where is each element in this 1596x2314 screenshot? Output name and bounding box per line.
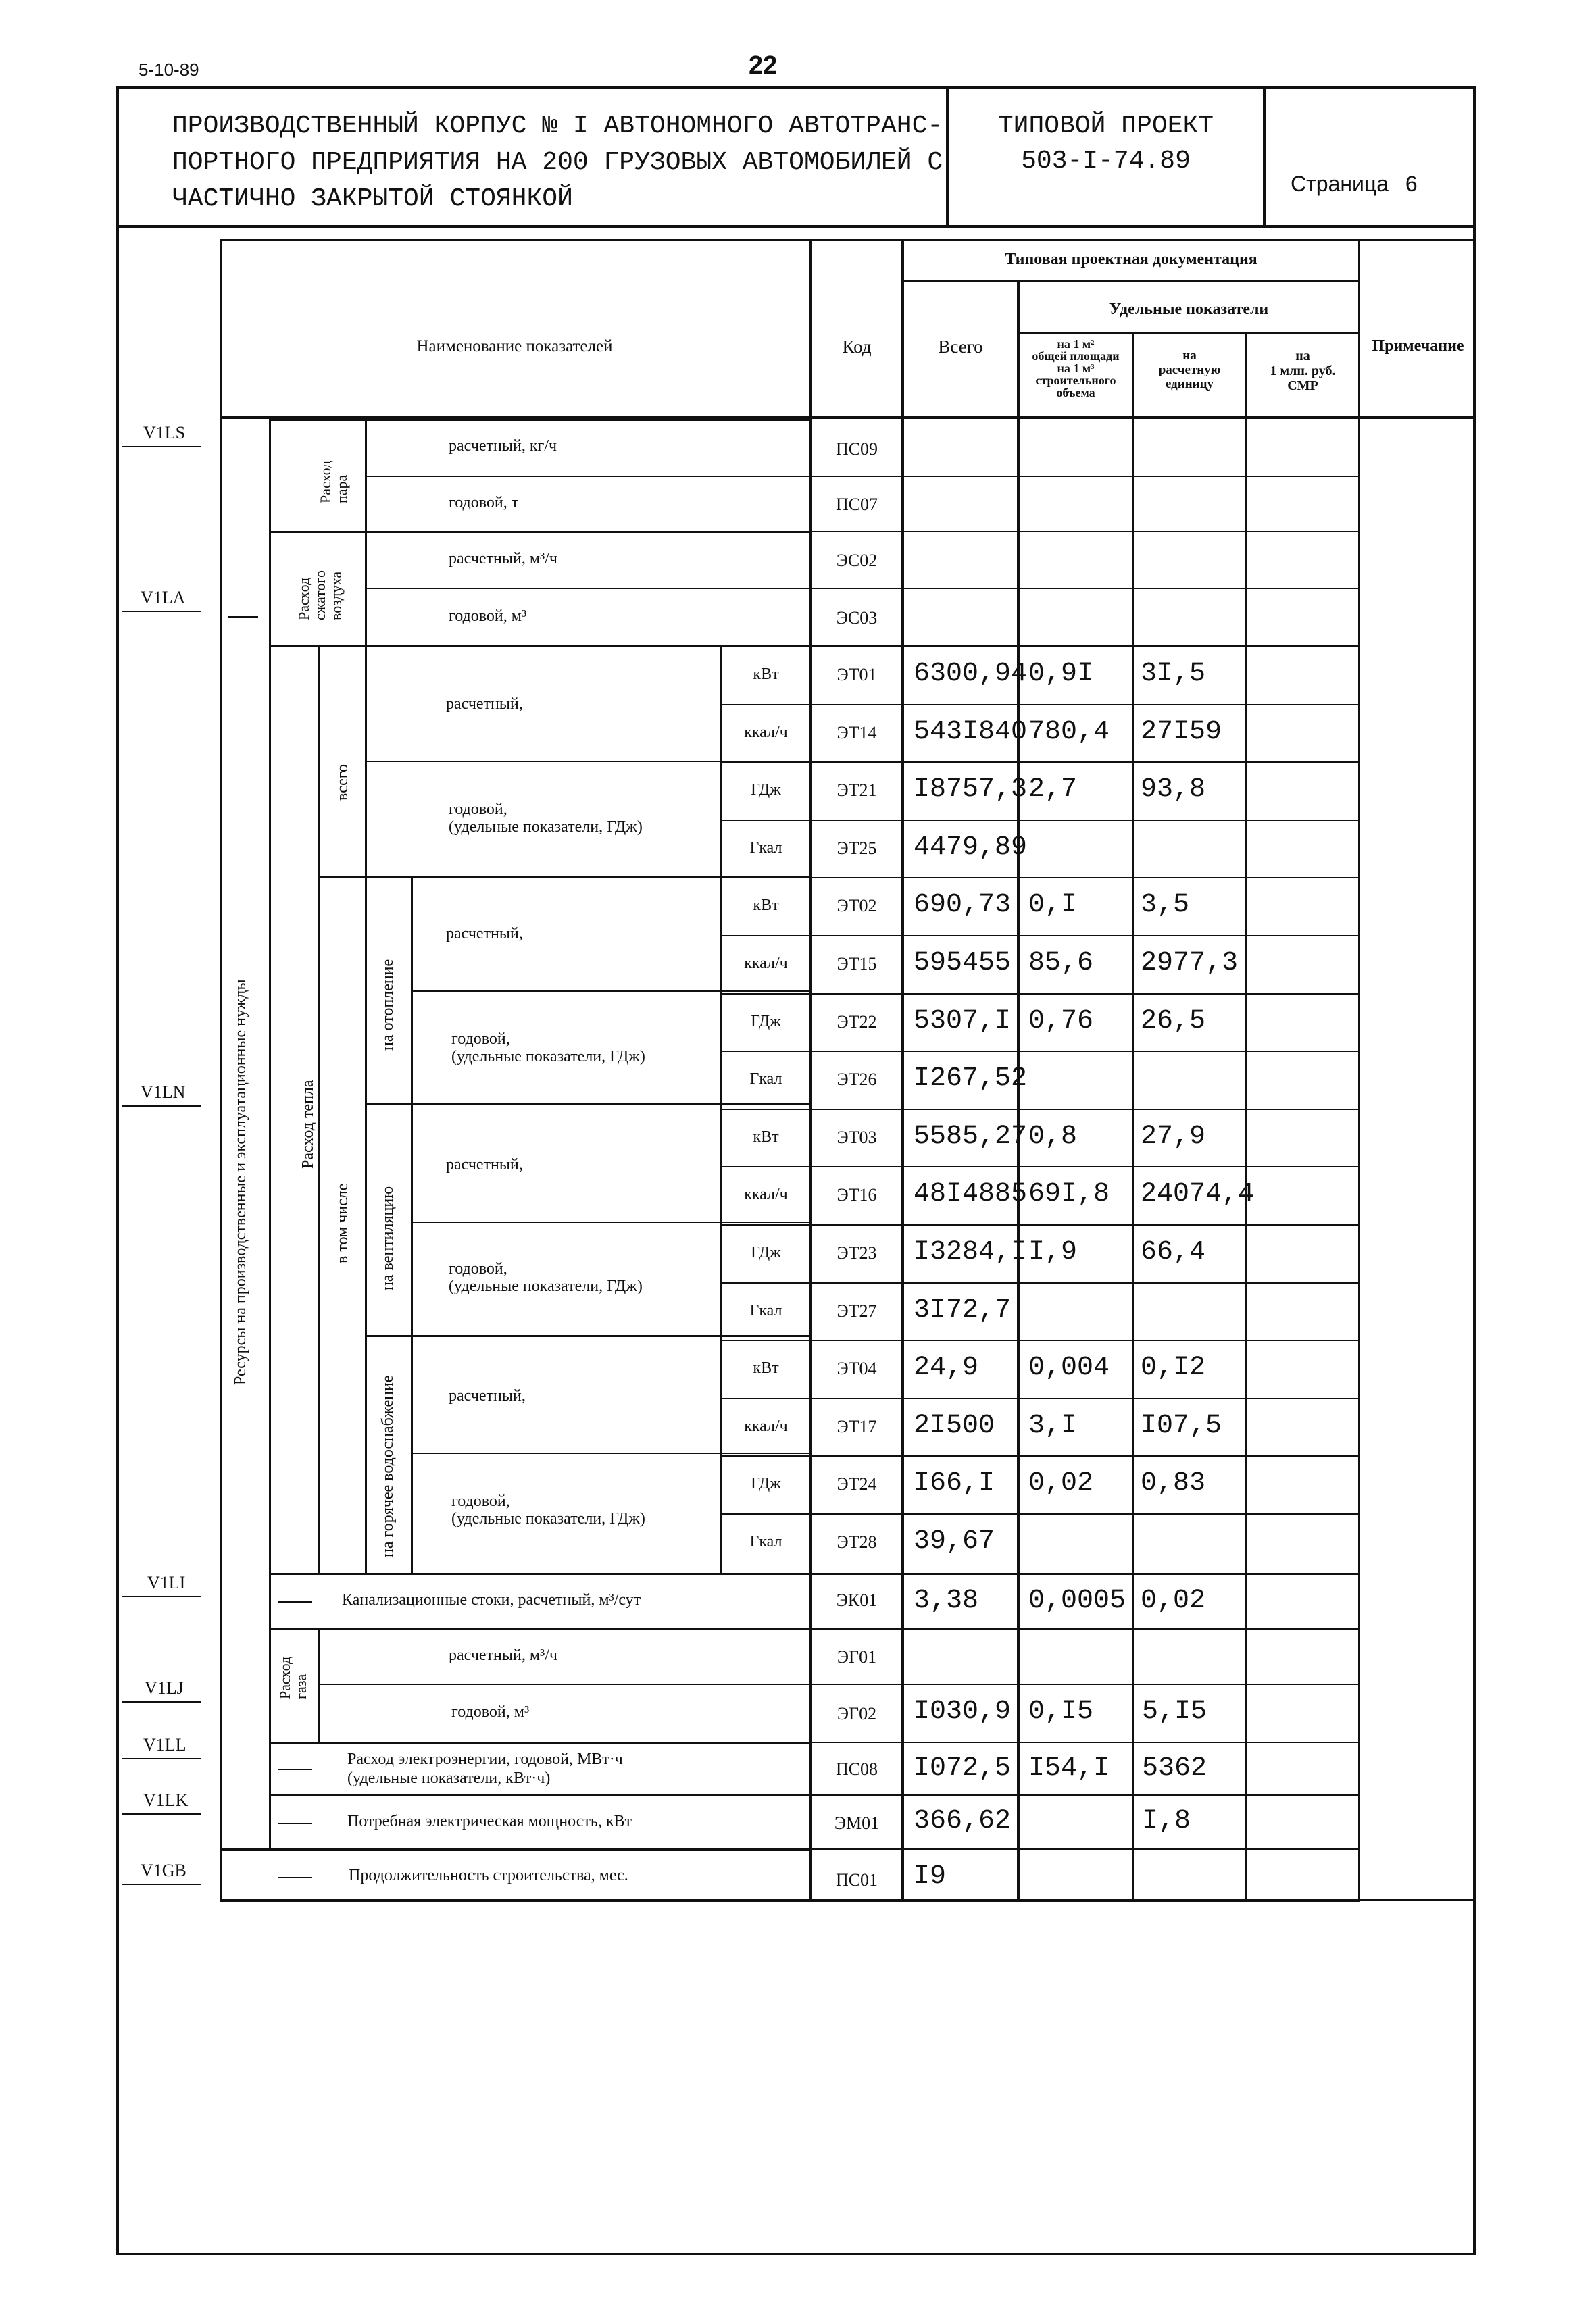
heat-row-total: I66,I bbox=[914, 1468, 995, 1499]
heat-total-year-sub: (удельные показатели, ГДж) bbox=[449, 818, 643, 836]
value-row-line bbox=[809, 1573, 1360, 1575]
col-line-m2-unit bbox=[1132, 334, 1134, 1901]
row-steam-calc-label: расчетный, кг/ч bbox=[449, 437, 557, 455]
heat-row-total: 39,67 bbox=[914, 1526, 995, 1557]
heat-row-unit: ккал/ч bbox=[744, 1186, 788, 1204]
heat-row-line bbox=[720, 1166, 1360, 1167]
heat-row-unit: кВт bbox=[753, 1128, 779, 1146]
hdr-note: Примечание bbox=[1372, 337, 1464, 355]
page-label bbox=[1291, 173, 1418, 195]
heat-row-unit: Гкал bbox=[749, 838, 782, 857]
heat-row-line bbox=[720, 820, 1360, 821]
sub-steam bbox=[365, 476, 809, 477]
hdr-per-unit-line-2: расчетную bbox=[1158, 363, 1221, 377]
hdr-docs: Типовая проектная документация bbox=[1005, 251, 1257, 268]
heat-row-code: ЭТ26 bbox=[837, 1070, 877, 1090]
hdr-per-m2 bbox=[1020, 338, 1132, 399]
side-rule-v1gb bbox=[122, 1884, 201, 1885]
row-elec-total: I072,5 bbox=[914, 1753, 1012, 1784]
group-resources: Ресурсы на производственные и эксплуатационные нужды bbox=[232, 979, 249, 1385]
row-power-unit: I,8 bbox=[1142, 1806, 1191, 1836]
hdr-per-unit-line-3: единицу bbox=[1165, 377, 1214, 391]
heat-row-code: ЭТ17 bbox=[837, 1416, 877, 1436]
row-gas-calc-label: расчетный, м³/ч bbox=[449, 1646, 557, 1664]
heat-total-year-label: годовой, bbox=[449, 801, 507, 818]
project-title-line-3: ЧАСТИЧНО ЗАКРЫТОЙ СТОЯНКОЙ bbox=[172, 184, 573, 213]
sub-gas bbox=[318, 1684, 809, 1685]
heat-row-total: 5585,27 bbox=[914, 1121, 1028, 1152]
heat-row-line bbox=[720, 1340, 1360, 1341]
heat-row-line bbox=[720, 1513, 1360, 1515]
hdr-per-m2-line-4: строительного bbox=[1035, 374, 1116, 387]
row-gas-year-code: ЭГ02 bbox=[837, 1704, 877, 1724]
heat-row-line bbox=[720, 1282, 1360, 1284]
heat-row-total: I3284,I bbox=[914, 1237, 1028, 1267]
row-steam-year-code: ПС07 bbox=[835, 495, 878, 514]
heat-row-code: ЭТ14 bbox=[837, 722, 877, 743]
heat-row-m2: 0,76 bbox=[1028, 1005, 1094, 1036]
heat-row-unit-value: 66,4 bbox=[1141, 1237, 1206, 1267]
row-sewer-total: 3,38 bbox=[914, 1586, 979, 1616]
project-title bbox=[172, 108, 943, 218]
hdr-per-m2-line-5: объема bbox=[1056, 386, 1095, 399]
col-line-unit-mln bbox=[1245, 334, 1247, 1901]
heat-row-unit: Гкал bbox=[749, 1301, 782, 1319]
row-sewer-m2: 0,0005 bbox=[1028, 1586, 1126, 1616]
heat-row-m2: 0,I bbox=[1028, 890, 1078, 921]
heat-row-m2: 0,9I bbox=[1028, 659, 1094, 689]
arrow-marker-elec bbox=[278, 1769, 312, 1770]
heat-row-unit: ГДж bbox=[751, 1475, 781, 1493]
value-row-line bbox=[809, 531, 1360, 532]
heat-row-code: ЭТ01 bbox=[837, 665, 877, 684]
heat-row-total: 690,73 bbox=[914, 890, 1012, 921]
row-power-code: ЭМ01 bbox=[834, 1813, 880, 1833]
table-bottom-line bbox=[220, 1900, 1360, 1902]
group-steam: Расход пара bbox=[317, 460, 350, 503]
heat-row-total: I267,52 bbox=[914, 1063, 1028, 1095]
resources-col-right bbox=[269, 419, 271, 1850]
heat-row-line bbox=[720, 1109, 1360, 1110]
sec-sewer-gas bbox=[269, 1628, 809, 1630]
heat-row-unit-value: 27I59 bbox=[1141, 716, 1222, 747]
project-label: ТИПОВОЙ ПРОЕКТ bbox=[997, 111, 1214, 141]
heat-row-unit-value: 0,83 bbox=[1141, 1468, 1206, 1499]
hdr-name: Наименование показателей bbox=[416, 337, 613, 355]
value-row-line bbox=[809, 588, 1360, 589]
hdr-per-unit-line-1: на bbox=[1182, 349, 1197, 363]
row-air-year-label: годовой, м³ bbox=[449, 607, 527, 625]
sec-steam-air bbox=[269, 531, 809, 533]
heat-row-unit: кВт bbox=[753, 1359, 779, 1378]
sec-steam-top bbox=[269, 419, 809, 421]
heat-row-unit-value: 0,I2 bbox=[1141, 1353, 1206, 1384]
hdr-per-mln-line-2: 1 млн. руб. bbox=[1270, 363, 1336, 378]
heat-row-unit: ГДж bbox=[751, 1012, 781, 1030]
heat-row-unit: Гкал bbox=[749, 1533, 782, 1551]
row-duration-total: I9 bbox=[914, 1861, 947, 1892]
page-label-text: Страница bbox=[1291, 172, 1389, 196]
sec-air-heat bbox=[269, 645, 809, 647]
row-steam-year-label: годовой, т bbox=[449, 494, 519, 511]
sub-vent bbox=[411, 1222, 809, 1223]
row-elec-m2: I54,I bbox=[1028, 1753, 1110, 1784]
heat-row-m2: 3,I bbox=[1028, 1410, 1078, 1441]
title-divider-2 bbox=[1263, 86, 1266, 226]
vent-calc-label: расчетный, bbox=[446, 1156, 523, 1174]
row-gas-year-total: I030,9 bbox=[914, 1696, 1012, 1727]
heat-row-line bbox=[720, 704, 1360, 705]
arrow-marker-air bbox=[228, 616, 258, 618]
heat-row-total: 24,9 bbox=[914, 1353, 979, 1384]
hw-year-label: годовой, bbox=[451, 1492, 510, 1510]
page-label-number: 6 bbox=[1405, 172, 1418, 196]
heat-row-unit-value: 27,9 bbox=[1141, 1121, 1206, 1152]
vent-year-sub: (удельные показатели, ГДж) bbox=[449, 1278, 643, 1295]
side-code-v1ls: V1LS bbox=[143, 423, 186, 443]
heat-row-total: 2I500 bbox=[914, 1410, 995, 1441]
group-col-right-d bbox=[411, 877, 413, 1574]
vent-year-label: годовой, bbox=[449, 1260, 507, 1278]
row-elec-code: ПС08 bbox=[835, 1759, 878, 1779]
heat-row-line bbox=[720, 877, 1360, 878]
heat-row-line bbox=[720, 1455, 1360, 1457]
sub-air bbox=[365, 588, 809, 589]
sec-gas-elec bbox=[269, 1742, 809, 1744]
row-air-calc-code: ЭС02 bbox=[836, 551, 878, 570]
heat-row-code: ЭТ22 bbox=[837, 1011, 877, 1032]
value-row-line bbox=[809, 1794, 1360, 1796]
hw-year-sub: (удельные показатели, ГДж) bbox=[451, 1510, 645, 1528]
hdr-per-m2-line-2: общей площади bbox=[1032, 349, 1120, 363]
side-code-v1ll: V1LL bbox=[143, 1735, 186, 1755]
hdr-per-m2-line-1: на 1 м² bbox=[1057, 337, 1095, 351]
group-air: Расход сжатого воздуха bbox=[295, 570, 345, 620]
group-hot-water: на горячее водоснабжение bbox=[379, 1375, 397, 1557]
gas-col-right bbox=[318, 1630, 320, 1743]
heat-row-code: ЭТ21 bbox=[837, 780, 877, 801]
hdr-per-unit bbox=[1134, 349, 1245, 391]
row-sewer-unit: 0,02 bbox=[1141, 1586, 1206, 1616]
project-title-line-2: ПОРТНОГО ПРЕДПРИЯТИЯ НА 200 ГРУЗОВЫХ АВТОМОБИЛЕЙ С bbox=[172, 148, 943, 177]
heating-year-label: годовой, bbox=[451, 1030, 510, 1048]
arrow-marker-duration bbox=[278, 1877, 312, 1878]
heat-row-code: ЭТ23 bbox=[837, 1243, 877, 1263]
hw-calc-label: расчетный, bbox=[449, 1387, 526, 1405]
heat-row-m2: 780,4 bbox=[1028, 716, 1110, 747]
side-code-v1gb: V1GB bbox=[141, 1861, 186, 1880]
project-number: 503-I-74.89 bbox=[1021, 147, 1191, 176]
heat-row-total: 3I72,7 bbox=[914, 1294, 1012, 1326]
heat-row-m2: 0,02 bbox=[1028, 1468, 1094, 1499]
heat-total-calc-label: расчетный, bbox=[446, 695, 523, 713]
sub-hw bbox=[411, 1453, 809, 1454]
page-number: 22 bbox=[749, 51, 778, 80]
col-line-mln-note bbox=[1358, 239, 1360, 1901]
sec-power-duration bbox=[220, 1848, 809, 1851]
sec-heating-vent bbox=[365, 1103, 809, 1105]
heat-row-code: ЭТ25 bbox=[837, 838, 877, 858]
hdr-per-mln-line-3: СМР bbox=[1287, 378, 1318, 393]
group-col-right-c bbox=[365, 877, 367, 1574]
heat-row-total: 4479,89 bbox=[914, 832, 1028, 863]
value-row-line bbox=[809, 1684, 1360, 1685]
heat-row-code: ЭТ28 bbox=[837, 1532, 877, 1552]
heat-row-line bbox=[720, 761, 1360, 763]
heat-row-line bbox=[720, 1224, 1360, 1226]
group-gas: Расход газа bbox=[276, 1656, 309, 1699]
group-heating: на отопление bbox=[379, 959, 397, 1051]
hdr-line-specific bbox=[1017, 332, 1360, 334]
group-col-right-b bbox=[318, 646, 320, 1574]
row-gas-year-unit: 5,I5 bbox=[1142, 1696, 1207, 1727]
heat-row-code: ЭТ02 bbox=[837, 896, 877, 916]
value-row-line bbox=[809, 645, 1360, 647]
group-total: всего bbox=[334, 763, 351, 801]
heat-row-m2: 0,004 bbox=[1028, 1353, 1110, 1384]
heat-row-line bbox=[720, 935, 1360, 936]
row-sewer-code: ЭК01 bbox=[836, 1590, 878, 1610]
hdr-line-docs bbox=[901, 280, 1360, 282]
heat-row-unit-value: 26,5 bbox=[1141, 1005, 1206, 1036]
side-rule-v1ll bbox=[122, 1758, 201, 1759]
heat-row-total: I8757,3 bbox=[914, 774, 1028, 805]
heat-row-line bbox=[720, 1398, 1360, 1399]
heat-row-m2: 69I,8 bbox=[1028, 1179, 1110, 1210]
row-elec-label: Расход электроэнергии, годовой, МВт·ч bbox=[347, 1751, 623, 1768]
side-code-v1li: V1LI bbox=[147, 1573, 186, 1592]
side-rule-v1ln bbox=[122, 1105, 201, 1107]
side-rule-v1lk bbox=[122, 1813, 201, 1815]
side-rule-v1lj bbox=[122, 1701, 201, 1703]
heat-row-m2: 0,8 bbox=[1028, 1121, 1078, 1152]
col-line-code-total bbox=[901, 239, 904, 1901]
hdr-total: Всего bbox=[938, 336, 983, 357]
heat-row-total: 543I840 bbox=[914, 716, 1028, 747]
heat-row-unit: кВт bbox=[753, 665, 779, 683]
row-air-year-code: ЭС03 bbox=[836, 608, 878, 628]
heat-row-unit-value: 3,5 bbox=[1141, 890, 1190, 921]
group-ventilation: на вентиляцию bbox=[379, 1186, 397, 1290]
heat-row-unit: ккал/ч bbox=[744, 1417, 788, 1435]
row-duration-code: ПС01 bbox=[835, 1870, 878, 1890]
heat-row-m2: 85,6 bbox=[1028, 948, 1094, 978]
row-elec-sub: (удельные показатели, кВт·ч) bbox=[347, 1769, 551, 1787]
row-power-label: Потребная электрическая мощность, кВт bbox=[347, 1813, 632, 1830]
heat-row-unit: ГДж bbox=[751, 781, 781, 799]
sub-heating bbox=[411, 990, 809, 992]
row-power-total: 366,62 bbox=[914, 1806, 1012, 1836]
heat-row-total: 6300,94 bbox=[914, 659, 1028, 689]
heat-row-unit-value: 93,8 bbox=[1141, 774, 1206, 805]
heat-row-m2: I,9 bbox=[1028, 1237, 1078, 1267]
arrow-marker-sewer bbox=[278, 1601, 312, 1603]
heat-row-line bbox=[720, 1051, 1360, 1052]
value-row-line bbox=[809, 476, 1360, 477]
side-code-v1lj: V1LJ bbox=[145, 1678, 184, 1698]
hdr-per-mln-line-1: на bbox=[1295, 349, 1310, 363]
heat-row-unit: Гкал bbox=[749, 1070, 782, 1088]
heat-row-total: 48I4885 bbox=[914, 1179, 1028, 1210]
side-code-v1lk: V1LK bbox=[143, 1790, 189, 1810]
heat-row-unit-value: I07,5 bbox=[1141, 1410, 1222, 1441]
heat-row-unit-value: 2977,3 bbox=[1141, 948, 1239, 978]
title-block-bottom bbox=[116, 225, 1476, 228]
heat-row-line bbox=[720, 993, 1360, 995]
heat-row-unit: ккал/ч bbox=[744, 723, 788, 741]
heating-calc-label: расчетный, bbox=[446, 925, 523, 942]
row-elec-unit: 5362 bbox=[1142, 1753, 1207, 1784]
heat-row-total: 5307,I bbox=[914, 1005, 1012, 1036]
project-title-line-1: ПРОИЗВОДСТВЕННЫЙ КОРПУС № I АВТОНОМНОГО АВТОТРАНС- bbox=[172, 111, 943, 141]
side-code-v1la: V1LA bbox=[141, 588, 186, 607]
group-heat: Расход тепла bbox=[299, 1080, 317, 1169]
group-including: в том числе bbox=[334, 1183, 351, 1263]
hdr-specific: Удельные показатели bbox=[1109, 301, 1269, 318]
heat-row-unit-value: 24074,4 bbox=[1141, 1179, 1255, 1210]
row-gas-year-label: годовой, м³ bbox=[451, 1703, 530, 1721]
heating-year-sub: (удельные показатели, ГДж) bbox=[451, 1048, 645, 1065]
hdr-per-m2-line-3: на 1 м³ bbox=[1057, 361, 1095, 375]
row-gas-calc-code: ЭГ01 bbox=[837, 1647, 877, 1667]
side-rule-v1li bbox=[122, 1596, 201, 1597]
heat-row-code: ЭТ16 bbox=[837, 1185, 877, 1205]
doc-date: 5-10-89 bbox=[139, 59, 199, 80]
heat-row-unit-value: 3I,5 bbox=[1141, 659, 1206, 689]
row-gas-year-m2: 0,I5 bbox=[1028, 1696, 1094, 1727]
sec-vent-hw bbox=[365, 1335, 809, 1337]
value-row-line bbox=[809, 1628, 1360, 1630]
side-code-v1ln: V1LN bbox=[141, 1082, 186, 1102]
row-air-calc-label: расчетный, м³/ч bbox=[449, 550, 557, 568]
arrow-marker-power bbox=[278, 1823, 312, 1824]
heat-row-code: ЭТ24 bbox=[837, 1474, 877, 1494]
sec-heat-sewer bbox=[269, 1573, 809, 1575]
hdr-code: Код bbox=[842, 336, 872, 357]
row-steam-calc-code: ПС09 bbox=[835, 439, 878, 459]
heat-row-unit: ГДж bbox=[751, 1244, 781, 1261]
heat-row-unit: ккал/ч bbox=[744, 955, 788, 972]
row-sewer-label: Канализационные стоки, расчетный, м³/сут bbox=[342, 1591, 641, 1609]
hdr-per-mln bbox=[1247, 349, 1358, 393]
value-row-line bbox=[809, 1742, 1360, 1743]
heat-row-m2: 2,7 bbox=[1028, 774, 1078, 805]
side-rule-v1la bbox=[122, 611, 201, 612]
heat-row-code: ЭТ15 bbox=[837, 954, 877, 974]
value-row-line bbox=[809, 1848, 1360, 1850]
sec-elec-power bbox=[269, 1794, 809, 1796]
heat-row-code: ЭТ27 bbox=[837, 1301, 877, 1321]
side-rule-v1ls bbox=[122, 446, 201, 447]
row-duration-label: Продолжительность строительства, мес. bbox=[349, 1867, 628, 1884]
heat-row-unit: кВт bbox=[753, 897, 779, 915]
heat-row-total: 595455 bbox=[914, 948, 1012, 978]
heat-row-code: ЭТ03 bbox=[837, 1127, 877, 1147]
heat-row-code: ЭТ04 bbox=[837, 1359, 877, 1379]
